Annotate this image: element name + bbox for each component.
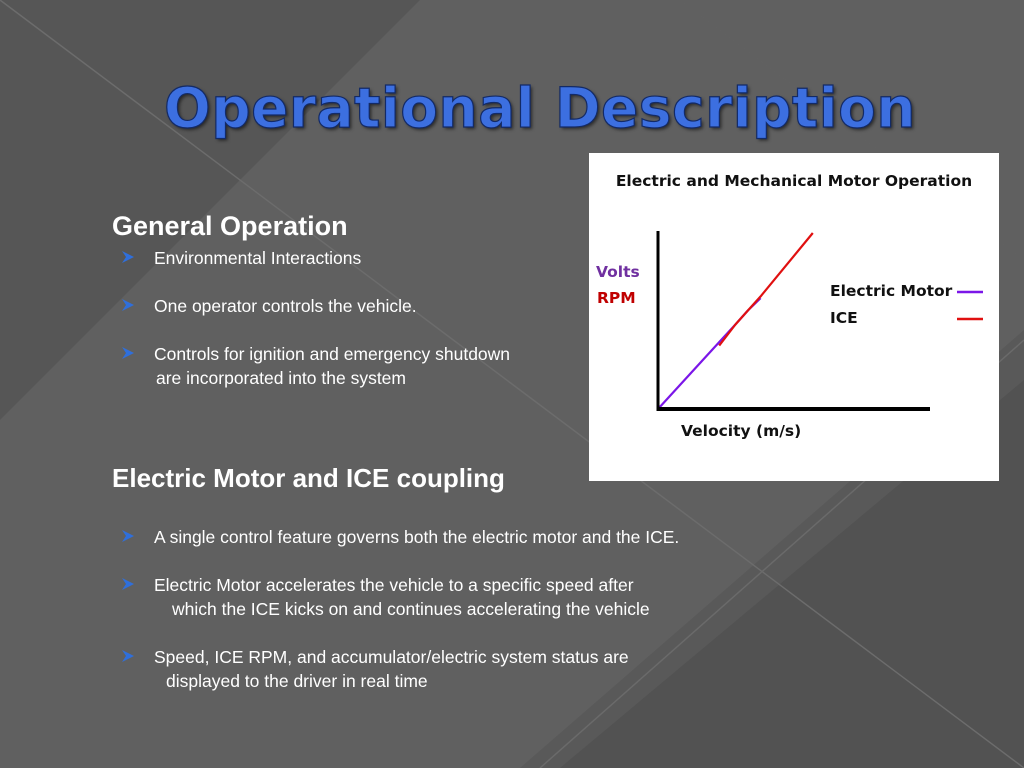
legend-entry-ice: ICE <box>830 309 858 327</box>
bullet-item <box>122 342 510 390</box>
bullet-item <box>122 573 679 621</box>
bullet-text: A single control feature governs both the electric motor and the ICE. <box>154 527 680 547</box>
bullet-text: Electric Motor accelerates the vehicle to a specific speed after <box>154 575 634 595</box>
bullet-item <box>122 525 679 549</box>
bullet-item <box>122 645 679 693</box>
legend-entry-electric-motor: Electric Motor <box>830 282 953 300</box>
chart-title: Electric and Mechanical Motor Operation <box>615 172 973 190</box>
bullet-list-general-operation <box>122 246 510 414</box>
chart-plot-area <box>589 153 999 481</box>
x-axis-label: Velocity (m/s) <box>681 422 802 440</box>
bullet-text-continued: which the ICE kicks on and continues accelerating the vehicle <box>172 599 650 619</box>
slide-title: Operational Description <box>163 76 917 140</box>
arrow-bullet-icon <box>122 251 134 263</box>
bullet-text-continued: are incorporated into the system <box>156 368 406 388</box>
y-axis-label-rpm: RPM <box>597 289 636 307</box>
arrow-bullet-icon <box>122 530 134 542</box>
bullet-text: Speed, ICE RPM, and accumulator/electric system status are <box>154 647 629 667</box>
arrow-bullet-icon <box>122 650 134 662</box>
y-axis-label-volts: Volts <box>596 263 640 281</box>
bullet-text-continued: displayed to the driver in real time <box>166 671 428 691</box>
bullet-text: One operator controls the vehicle. <box>154 296 417 316</box>
bullet-item <box>122 246 510 270</box>
series-line-ice <box>719 233 813 346</box>
arrow-bullet-icon <box>122 578 134 590</box>
bullet-text: Environmental Interactions <box>154 248 362 268</box>
section-heading-motor-coupling: Electric Motor and ICE coupling <box>112 463 505 493</box>
section-heading-general-operation: General Operation <box>112 211 348 241</box>
bullet-item <box>122 294 510 318</box>
motor-operation-chart <box>589 153 999 481</box>
arrow-bullet-icon <box>122 299 134 311</box>
bullet-text: Controls for ignition and emergency shutdown <box>154 344 511 364</box>
bullet-list-motor-coupling <box>122 525 679 717</box>
arrow-bullet-icon <box>122 347 134 359</box>
